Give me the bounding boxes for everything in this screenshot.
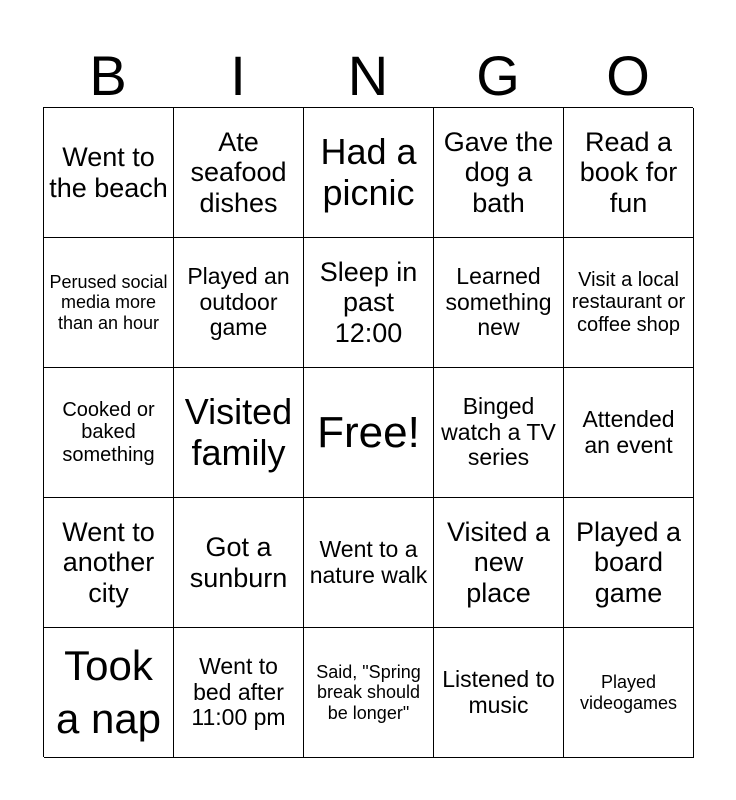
free-space: Free! (304, 368, 434, 498)
bingo-cell: Played an outdoor game (174, 238, 304, 368)
bingo-cell: Gave the dog a bath (434, 108, 564, 238)
bingo-cell: Visit a local restaurant or coffee shop (564, 238, 694, 368)
bingo-cell: Visited family (174, 368, 304, 498)
header-letter-o: O (606, 44, 650, 107)
header-letter-g: G (476, 44, 520, 107)
bingo-cell: Read a book for fun (564, 108, 694, 238)
bingo-board (43, 107, 693, 757)
header-letter-n: N (347, 44, 389, 107)
bingo-cell: Had a picnic (304, 108, 434, 238)
header-letter-i: I (230, 44, 246, 107)
bingo-cell: Binged watch a TV series (434, 368, 564, 498)
bingo-cell: Got a sunburn (174, 498, 304, 628)
bingo-cell: Went to another city (44, 498, 174, 628)
bingo-cell: Went to a nature walk (304, 498, 434, 628)
bingo-cell: Took a nap (44, 628, 174, 758)
bingo-cell: Sleep in past 12:00 (304, 238, 434, 368)
bingo-cell: Learned something new (434, 238, 564, 368)
bingo-header (43, 45, 693, 107)
bingo-cell: Said, "Spring break should be longer" (304, 628, 434, 758)
bingo-cell: Played videogames (564, 628, 694, 758)
bingo-cell: Cooked or baked something (44, 368, 174, 498)
header-letter-b: B (89, 44, 127, 107)
bingo-cell: Visited a new place (434, 498, 564, 628)
bingo-cell: Listened to music (434, 628, 564, 758)
bingo-cell: Went to the beach (44, 108, 174, 238)
bingo-cell: Perused social media more than an hour (44, 238, 174, 368)
bingo-cell: Attended an event (564, 368, 694, 498)
bingo-cell: Played a board game (564, 498, 694, 628)
bingo-cell: Went to bed after 11:00 pm (174, 628, 304, 758)
bingo-cell: Ate seafood dishes (174, 108, 304, 238)
